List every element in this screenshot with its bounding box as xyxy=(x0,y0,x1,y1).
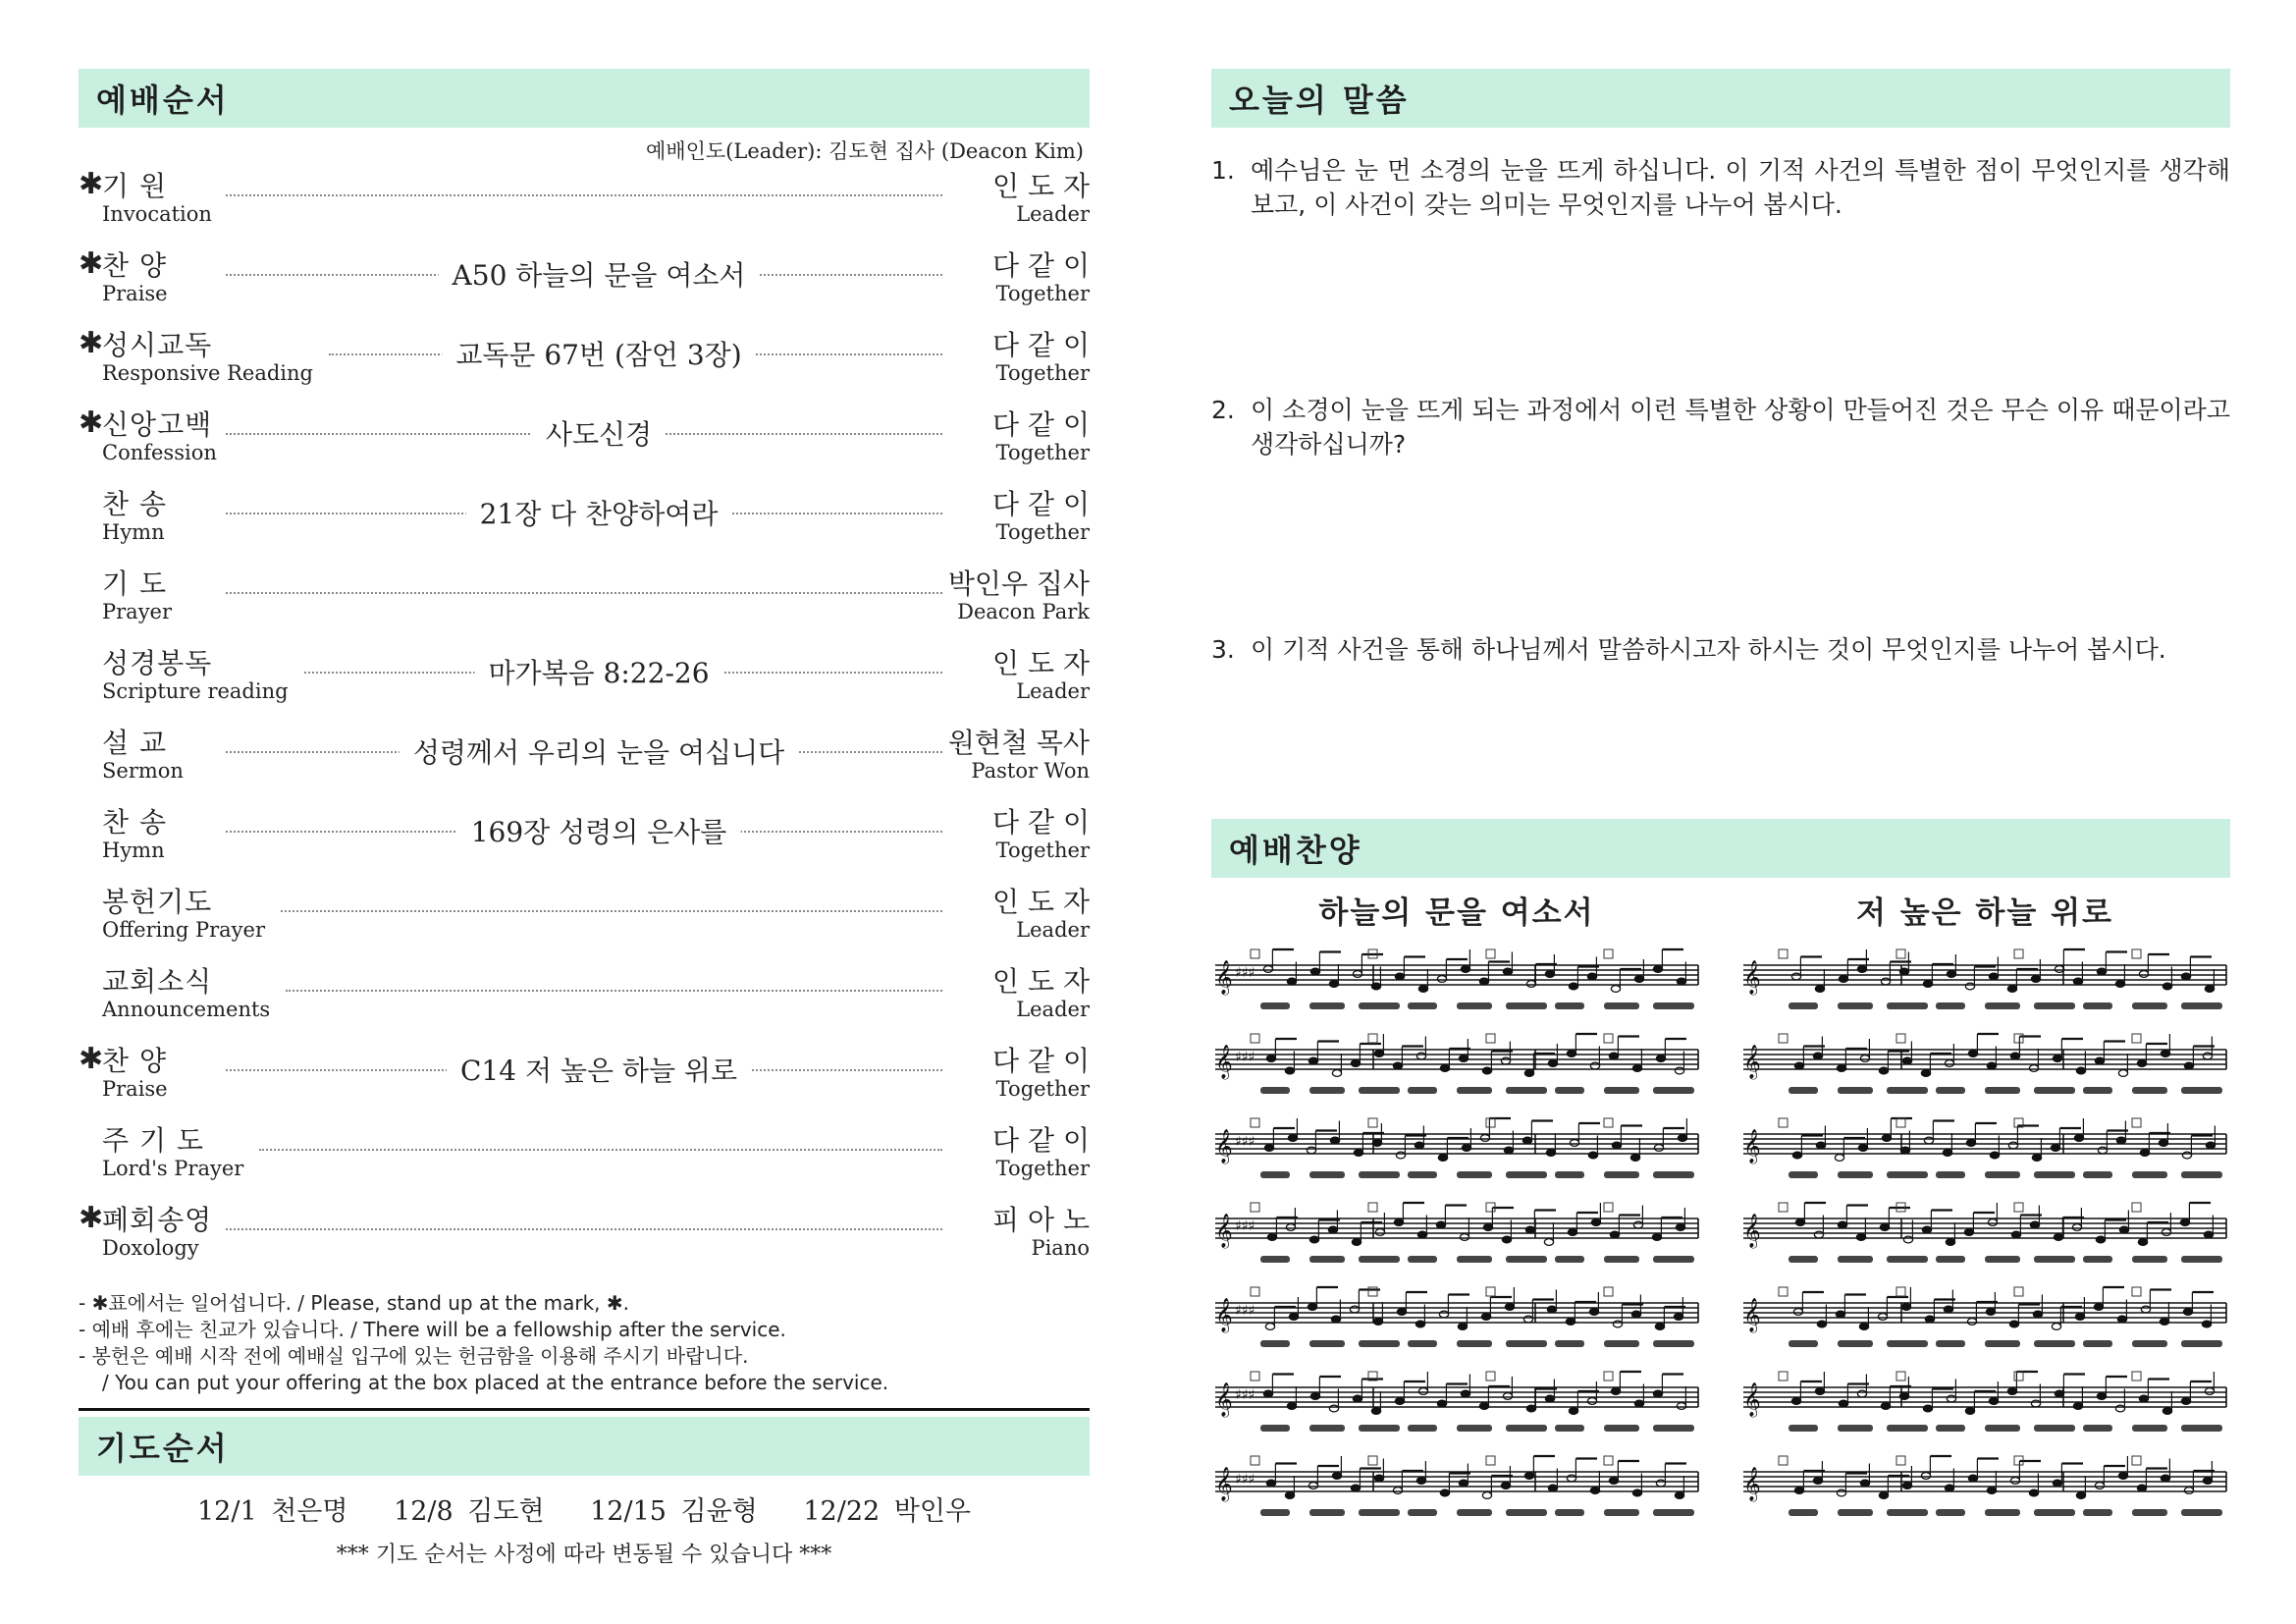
item-person-ko: 박인우 집사 xyxy=(947,568,1090,600)
item-person-en: Leader xyxy=(1016,202,1090,226)
stand-mark-icon: ✱ xyxy=(79,1042,104,1076)
svg-text:♯♯♯: ♯♯♯ xyxy=(1235,1218,1255,1234)
notes xyxy=(79,1290,1090,1396)
order-list xyxy=(79,165,1090,1278)
question-3 xyxy=(1211,632,2230,819)
note-line: - ✱표에서는 일어섭니다. / Please, stand up at the mark, ✱. xyxy=(79,1291,629,1315)
item-title: 교독문 67번 (잠언 3장) xyxy=(442,334,755,373)
item-person-ko: 다 같 이 xyxy=(992,329,1090,361)
question-number: 2. xyxy=(1211,396,1235,424)
item-person-en: Together xyxy=(995,361,1090,385)
stand-mark-icon: ✱ xyxy=(79,1201,104,1235)
item-name-en: Doxology xyxy=(102,1236,199,1260)
song-1 xyxy=(1211,888,1702,1586)
svg-text:𝄞: 𝄞 xyxy=(1743,1214,1761,1248)
svg-text:𝄞: 𝄞 xyxy=(1215,1298,1233,1332)
item-name-en: Hymn xyxy=(102,839,165,862)
prayer-note: *** 기도 순서는 사정에 따라 변동될 수 있습니다 *** xyxy=(336,1543,832,1567)
item-name-en: Lord's Prayer xyxy=(102,1157,244,1180)
dotted-leader xyxy=(226,1228,942,1230)
order-item xyxy=(79,642,1090,722)
sheet-music-icon xyxy=(1739,938,2230,1586)
prayer-entry: 12/15 김윤형 xyxy=(590,1496,758,1527)
item-person-ko: 인 도 자 xyxy=(992,965,1090,998)
question-text: 예수님은 눈 먼 소경의 눈을 뜨게 하십니다. 이 기적 사건의 특별한 점이 무엇인지를 생각해 보고, 이 사건이 갖는 의미는 무엇인지를 나누어 봅시다. xyxy=(1251,156,2230,219)
item-name-en: Sermon xyxy=(102,759,184,783)
item-name-en: Invocation xyxy=(102,202,212,226)
song-title: 저 높은 하늘 위로 xyxy=(1856,895,2113,931)
songs xyxy=(1211,888,2230,1586)
right-column xyxy=(1211,69,2230,1586)
item-name-en: Confession xyxy=(102,441,217,464)
order-item xyxy=(79,165,1090,244)
order-item xyxy=(79,404,1090,483)
item-person-ko: 피 아 노 xyxy=(992,1204,1090,1236)
item-title: 21장 다 찬양하여라 xyxy=(466,493,732,532)
item-person-ko: 인 도 자 xyxy=(992,886,1090,918)
song-title: 하늘의 문을 여소서 xyxy=(1318,895,1595,931)
question-2 xyxy=(1211,393,2230,632)
prayer-heading: 기도순서 xyxy=(79,1417,1090,1476)
stand-mark-icon: ✱ xyxy=(79,246,104,281)
item-person-ko: 다 같 이 xyxy=(992,806,1090,839)
question-number: 3. xyxy=(1211,635,1235,664)
question-text: 이 기적 사건을 통해 하나님께서 말씀하시고자 하시는 것이 무엇인지를 나누어 봅시다. xyxy=(1251,635,2166,664)
note-line: - 봉헌은 예배 시작 전에 예배실 입구에 있는 헌금함을 이용해 주시기 바랍니다. xyxy=(79,1344,749,1368)
question-number: 1. xyxy=(1211,156,1235,185)
word-heading: 오늘의 말씀 xyxy=(1211,69,2230,128)
item-person-ko: 다 같 이 xyxy=(992,488,1090,520)
item-person-en: Together xyxy=(995,1157,1090,1180)
svg-text:𝄞: 𝄞 xyxy=(1215,1382,1233,1417)
item-name-ko: 신앙고백 xyxy=(102,408,213,441)
sheet-music-icon xyxy=(1211,938,1702,1586)
dotted-leader xyxy=(259,1149,942,1151)
item-name-en: Responsive Reading xyxy=(102,361,313,385)
item-person-ko: 인 도 자 xyxy=(992,170,1090,202)
item-title: 마가복음 8:22-26 xyxy=(474,652,722,691)
order-item xyxy=(79,483,1090,563)
left-column xyxy=(79,69,1090,1568)
svg-text:𝄞: 𝄞 xyxy=(1215,1467,1233,1501)
item-title: 169장 성령의 은사를 xyxy=(457,811,741,850)
svg-text:♯♯♯: ♯♯♯ xyxy=(1235,1050,1255,1065)
stand-mark-icon: ✱ xyxy=(79,406,104,440)
item-name-ko: 찬 송 xyxy=(102,488,167,520)
item-name-en: Praise xyxy=(102,1077,168,1101)
stand-mark-icon: ✱ xyxy=(79,326,104,360)
order-item xyxy=(79,722,1090,801)
order-heading: 예배순서 xyxy=(79,69,1090,128)
svg-text:𝄞: 𝄞 xyxy=(1743,1382,1761,1417)
item-name-ko: 기 도 xyxy=(102,568,167,600)
prayer-entry: 12/22 박인우 xyxy=(803,1496,971,1527)
order-item xyxy=(79,1199,1090,1278)
questions xyxy=(1211,153,2230,819)
prayer-list xyxy=(79,1489,1090,1528)
note-line: / You can put your offering at the box placed at the entrance before the service. xyxy=(102,1371,889,1394)
item-name-ko: 성경봉독 xyxy=(102,647,213,679)
item-person-en: Pastor Won xyxy=(971,759,1090,783)
item-title: 성령께서 우리의 눈을 여십니다 xyxy=(400,731,798,771)
question-text: 이 소경이 눈을 뜨게 되는 과정에서 이런 특별한 상황이 만들어진 것은 무슨 이유 때문이라고 생각하십니까? xyxy=(1251,396,2230,459)
order-item xyxy=(79,801,1090,881)
item-name-ko: 기 원 xyxy=(102,170,167,202)
item-person-en: Together xyxy=(995,520,1090,544)
svg-text:♯♯♯: ♯♯♯ xyxy=(1235,1387,1255,1403)
divider xyxy=(79,1408,1090,1411)
item-name-ko: 찬 송 xyxy=(102,806,167,839)
item-name-ko: 설 교 xyxy=(102,727,167,759)
item-person-en: Together xyxy=(995,839,1090,862)
item-title: A50 하늘의 문을 여소서 xyxy=(439,254,760,294)
prayer-entry: 12/8 김도현 xyxy=(394,1496,545,1527)
item-name-ko: 찬 양 xyxy=(102,249,167,282)
dotted-leader xyxy=(226,194,942,196)
svg-text:𝄞: 𝄞 xyxy=(1215,960,1233,995)
svg-text:𝄞: 𝄞 xyxy=(1743,1298,1761,1332)
note-line: - 예배 후에는 친교가 있습니다. / There will be a fellowship after the service. xyxy=(79,1318,786,1341)
item-person-en: Leader xyxy=(1016,679,1090,703)
item-name-en: Hymn xyxy=(102,520,165,544)
svg-text:𝄞: 𝄞 xyxy=(1743,1467,1761,1501)
item-name-ko: 폐회송영 xyxy=(102,1204,213,1236)
item-person-ko: 다 같 이 xyxy=(992,249,1090,282)
item-name-en: Praise xyxy=(102,282,168,305)
item-name-ko: 교회소식 xyxy=(102,965,213,998)
song-2 xyxy=(1739,888,2230,1586)
svg-text:𝄞: 𝄞 xyxy=(1743,1129,1761,1164)
svg-text:♯♯♯: ♯♯♯ xyxy=(1235,1472,1255,1488)
item-person-en: Leader xyxy=(1016,998,1090,1021)
svg-text:♯♯♯: ♯♯♯ xyxy=(1235,965,1255,981)
item-name-en: Offering Prayer xyxy=(102,918,265,942)
order-item xyxy=(79,324,1090,404)
item-name-ko: 주 기 도 xyxy=(102,1124,204,1157)
dotted-leader xyxy=(281,910,942,912)
item-person-en: Together xyxy=(995,1077,1090,1101)
item-person-en: Piano xyxy=(1031,1236,1090,1260)
question-1 xyxy=(1211,153,2230,393)
svg-text:𝄞: 𝄞 xyxy=(1743,960,1761,995)
svg-text:𝄞: 𝄞 xyxy=(1215,1129,1233,1164)
prayer-entry: 12/1 천은명 xyxy=(197,1496,348,1527)
item-person-en: Deacon Park xyxy=(957,600,1090,623)
item-person-ko: 다 같 이 xyxy=(992,1045,1090,1077)
svg-text:♯♯♯: ♯♯♯ xyxy=(1235,1134,1255,1150)
dotted-leader xyxy=(286,990,942,992)
item-person-ko: 다 같 이 xyxy=(992,1124,1090,1157)
svg-text:𝄞: 𝄞 xyxy=(1743,1045,1761,1079)
item-person-ko: 원현철 목사 xyxy=(947,727,1090,759)
praise-heading: 예배찬양 xyxy=(1211,819,2230,878)
dotted-leader xyxy=(226,592,942,594)
item-person-en: Leader xyxy=(1016,918,1090,942)
stand-mark-icon: ✱ xyxy=(79,167,104,201)
svg-text:𝄞: 𝄞 xyxy=(1215,1045,1233,1079)
item-name-ko: 성시교독 xyxy=(102,329,213,361)
order-item xyxy=(79,960,1090,1040)
order-item xyxy=(79,244,1090,324)
order-item xyxy=(79,563,1090,642)
item-name-en: Announcements xyxy=(102,998,271,1021)
order-item xyxy=(79,1040,1090,1119)
item-person-en: Together xyxy=(995,441,1090,464)
item-name-ko: 찬 양 xyxy=(102,1045,167,1077)
item-name-en: Scripture reading xyxy=(102,679,289,703)
svg-text:♯♯♯: ♯♯♯ xyxy=(1235,1303,1255,1319)
order-item xyxy=(79,1119,1090,1199)
item-person-en: Together xyxy=(995,282,1090,305)
item-name-en: Prayer xyxy=(102,600,173,623)
item-title: C14 저 높은 하늘 위로 xyxy=(447,1050,751,1089)
item-title: 사도신경 xyxy=(532,413,666,453)
svg-text:𝄞: 𝄞 xyxy=(1215,1214,1233,1248)
item-person-ko: 인 도 자 xyxy=(992,647,1090,679)
item-name-ko: 봉헌기도 xyxy=(102,886,213,918)
order-item xyxy=(79,881,1090,960)
item-person-ko: 다 같 이 xyxy=(992,408,1090,441)
leader-line: 예배인도(Leader): 김도현 집사 (Deacon Kim) xyxy=(646,139,1084,163)
